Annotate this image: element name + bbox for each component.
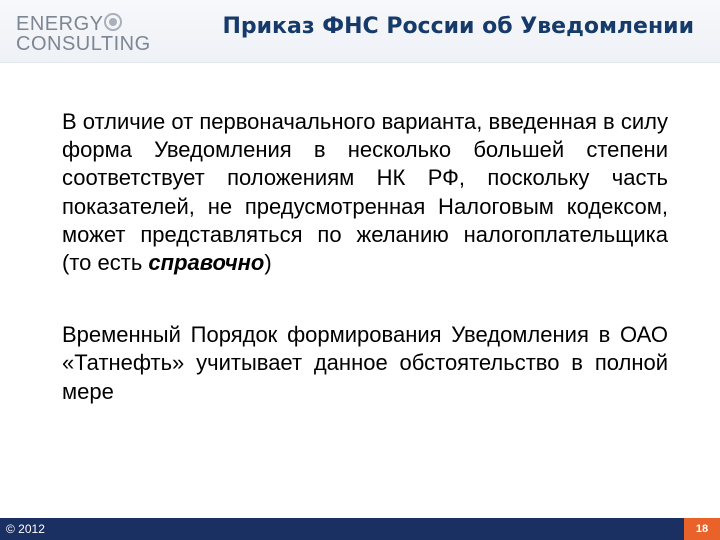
copyright-text: © 2012 <box>6 522 45 536</box>
logo-line-2: CONSULTING <box>16 33 151 55</box>
logo-swirl-icon <box>104 13 122 31</box>
logo-line-1: ENERGY <box>16 12 134 34</box>
slide-body <box>62 108 668 406</box>
slide-header <box>0 0 720 63</box>
energy-consulting-logo <box>16 12 151 55</box>
paragraph-1-text: В отличие от первоначального варианта, введенная в силу форма Уведомления в несколько большей степени соответствует положениям НК РФ, поскольку часть показателей, не предусмотренная Налоговым кодексом, может представляться по желанию налогоплательщика (то есть <box>62 109 668 276</box>
page-number-badge: 18 <box>684 518 720 540</box>
paragraph-1-emphasis: справочно <box>148 250 265 276</box>
slide-footer <box>0 518 720 540</box>
body-paragraph-2: Временный Порядок формирования Уведомления в ОАО «Татнефть» учитывает данное обстоятельство в полной мере <box>62 322 668 404</box>
body-paragraph-1 <box>62 108 668 277</box>
paragraph-1-suffix: ) <box>264 250 272 276</box>
slide-title: Приказ ФНС России об Уведомлении <box>222 14 694 39</box>
